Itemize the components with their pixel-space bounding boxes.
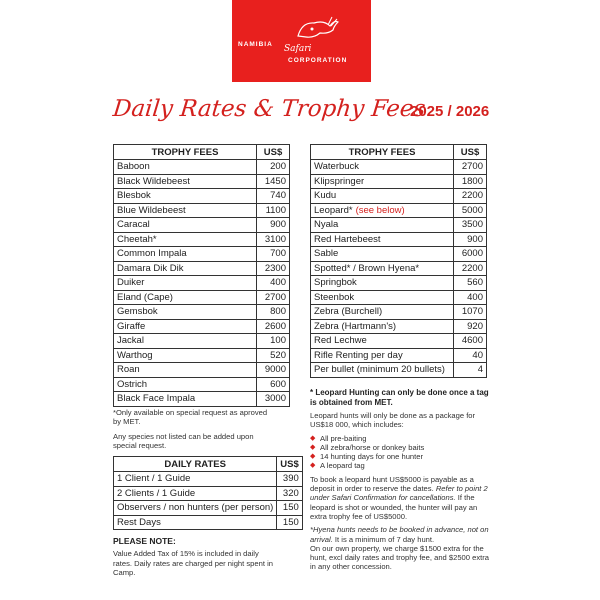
- table-row: [114, 276, 290, 291]
- list-item: ◆ 14 hunting days for one hunter: [310, 452, 492, 461]
- list-item: ◆ All pre-baiting: [310, 434, 492, 443]
- list-item: ◆ A leopard tag: [310, 461, 492, 470]
- item-price: 2200: [454, 261, 487, 276]
- table-row: [114, 203, 290, 218]
- logo-line-3: CORPORATION: [288, 57, 348, 64]
- table-row: [114, 305, 290, 320]
- item-name-text: Duiker: [117, 277, 145, 289]
- table-row: [114, 377, 290, 392]
- item-name: [311, 261, 454, 276]
- item-name-text: Klipspringer: [314, 175, 365, 187]
- item-name-text: Sable: [314, 248, 339, 260]
- hyena-minimum-text: It is a minimum of 7 day hunt.: [334, 534, 435, 544]
- page-title: Daily Rates & Trophy Fees: [111, 96, 427, 122]
- booking-deposit-text: To book a leopard hunt US$5000 is payable as a deposit in order to reserve the dates.: [310, 474, 474, 494]
- table-row: [114, 334, 290, 349]
- item-name-text: Ostrich: [117, 378, 148, 390]
- season-year: 2025 / 2026: [410, 103, 490, 120]
- item-price: 400: [454, 290, 487, 305]
- item-price: 100: [257, 334, 290, 349]
- item-name-text: Red Lechwe: [314, 335, 367, 347]
- daily-rates-table: [113, 456, 303, 530]
- table-row: [114, 392, 290, 407]
- item-name: [114, 276, 257, 291]
- item-price: 9000: [257, 363, 290, 378]
- item-price: 5000: [454, 203, 487, 218]
- leopard-section: [310, 388, 492, 572]
- table-row: [311, 276, 487, 291]
- table-row: [311, 261, 487, 276]
- table-row: [114, 472, 303, 487]
- item-name: [114, 392, 257, 407]
- table-row: [311, 247, 487, 262]
- item-price: 920: [454, 319, 487, 334]
- table-row: [311, 363, 487, 378]
- item-name-text: Red Hartebeest: [314, 233, 381, 245]
- item-name: [311, 189, 454, 204]
- item-name: [311, 276, 454, 291]
- hyena-property-text: On our own property, we charge $1500 extra for the hunt, excl daily rates and trophy fee, and $2500 extra in any other concession.: [310, 543, 489, 572]
- item-price: 150: [277, 515, 302, 530]
- item-price: 390: [277, 472, 302, 487]
- item-name: [114, 348, 257, 363]
- logo-line-2: Safari: [284, 44, 312, 54]
- item-price: 600: [257, 377, 290, 392]
- item-name: [114, 290, 257, 305]
- item-name: [114, 363, 257, 378]
- table-row: [114, 189, 290, 204]
- item-name: [311, 232, 454, 247]
- item-name-text: Leopard*: [314, 204, 353, 216]
- table-row: [311, 218, 487, 233]
- item-name-text: Observers / non hunters (per person): [117, 502, 274, 514]
- item-price: 520: [257, 348, 290, 363]
- item-price: 3000: [257, 392, 290, 407]
- item-name: [311, 363, 454, 378]
- table-row: [311, 334, 487, 349]
- table-row: [311, 290, 487, 305]
- column-header-species: TROPHY FEES: [114, 145, 257, 160]
- item-name: [114, 515, 277, 530]
- item-name-text: Nyala: [314, 219, 339, 231]
- column-header-species: TROPHY FEES: [311, 145, 454, 160]
- item-name-text: Caracal: [117, 219, 150, 231]
- item-name: [311, 305, 454, 320]
- unlisted-species-note: [113, 432, 268, 451]
- item-name-text: Black Face Impala: [117, 393, 196, 405]
- item-name-text: Giraffe: [117, 320, 146, 332]
- item-name-text: Zebra (Hartmann's): [314, 320, 397, 332]
- item-name: [311, 174, 454, 189]
- item-name: [114, 472, 277, 487]
- item-price: 3100: [257, 232, 290, 247]
- table-row: [114, 160, 290, 175]
- logo-line-1: NAMIBIA: [238, 41, 273, 48]
- item-name: [114, 377, 257, 392]
- item-name: [311, 218, 454, 233]
- item-name: [311, 334, 454, 349]
- item-name: [114, 218, 257, 233]
- booking-wounded-text: If the leopard is shot or wounded, the hunter will pay an extra trophy fee of US$5000.: [310, 493, 478, 521]
- item-name: [311, 290, 454, 305]
- item-name-text: Spotted* / Brown Hyena*: [314, 262, 420, 274]
- leopard-intro: Leopard hunts will only be done as a package for US$18 000, which includes:: [310, 411, 476, 430]
- item-name-text: Blesbok: [117, 190, 151, 202]
- item-name-text: Kudu: [314, 190, 337, 202]
- special-request-note: [113, 408, 268, 427]
- table-row: [311, 189, 487, 204]
- table-row: [311, 305, 487, 320]
- table-row: [114, 515, 303, 530]
- item-name-text: Steenbok: [314, 291, 355, 303]
- item-name-text: Springbok: [314, 277, 357, 289]
- item-name: [114, 232, 257, 247]
- table-row: [114, 218, 290, 233]
- table-row: [311, 319, 487, 334]
- item-name-text: Gemsbok: [117, 306, 158, 318]
- booking-cancellation-text: Refer to point 2 under Safari Confirmation for cancellations.: [310, 484, 488, 503]
- please-note-heading: PLEASE NOTE:: [113, 536, 176, 546]
- item-name-text: Cheetah*: [117, 233, 157, 245]
- item-price: 2600: [257, 319, 290, 334]
- item-extra-note: (see below): [355, 204, 405, 216]
- table-row: [114, 232, 290, 247]
- item-price: 40: [454, 348, 487, 363]
- item-name: [114, 486, 277, 501]
- leopard-booking-text: [310, 475, 492, 521]
- item-name: [311, 348, 454, 363]
- item-name: [114, 160, 257, 175]
- item-price: 1070: [454, 305, 487, 320]
- item-price: 900: [454, 232, 487, 247]
- item-name-text: Waterbuck: [314, 161, 360, 173]
- item-price: 150: [277, 501, 302, 516]
- column-header-rate: DAILY RATES: [114, 457, 277, 472]
- item-name: [311, 247, 454, 262]
- item-name-text: Jackal: [117, 335, 144, 347]
- item-name: [114, 261, 257, 276]
- hyena-note: [310, 525, 492, 571]
- table-row: [311, 348, 487, 363]
- table-row: [311, 160, 487, 175]
- item-price: 800: [257, 305, 290, 320]
- table-row: [114, 247, 290, 262]
- item-price: 560: [454, 276, 487, 291]
- item-name-text: 1 Client / 1 Guide: [117, 473, 191, 485]
- item-name: [114, 174, 257, 189]
- item-price: 2300: [257, 261, 290, 276]
- item-name-text: Common Impala: [117, 248, 187, 260]
- item-name-text: 2 Clients / 1 Guide: [117, 487, 196, 499]
- item-name-text: Baboon: [117, 161, 150, 173]
- item-price: 1100: [257, 203, 290, 218]
- trophy-fees-table-right: [310, 144, 487, 378]
- table-row: [114, 174, 290, 189]
- item-name-text: Eland (Cape): [117, 291, 173, 303]
- item-price: 2700: [257, 290, 290, 305]
- table-row: [114, 261, 290, 276]
- item-name: [114, 334, 257, 349]
- item-price: 320: [277, 486, 302, 501]
- special-note-text: *Only available on special request as aproved by MET.: [113, 408, 268, 427]
- item-price: 3500: [454, 218, 487, 233]
- leopard-package-list: [310, 434, 492, 471]
- item-price: 2700: [454, 160, 487, 175]
- leopard-heading: * Leopard Hunting can only be done once a tag is obtained from MET.: [310, 388, 489, 407]
- item-name: [114, 305, 257, 320]
- table-row: [114, 363, 290, 378]
- please-note-section: [113, 537, 273, 577]
- hyena-advance-text: *Hyena hunts needs to be booked in advance, not on arrival.: [310, 525, 489, 544]
- item-name: [114, 247, 257, 262]
- table-row: [114, 290, 290, 305]
- item-name-text: Damara Dik Dik: [117, 262, 184, 274]
- safari-emblem-icon: [284, 14, 344, 42]
- table-row: [311, 203, 487, 218]
- item-name-text: Roan: [117, 364, 140, 376]
- item-name: [311, 160, 454, 175]
- column-header-price: US$: [277, 457, 302, 472]
- item-name: [114, 203, 257, 218]
- item-name-text: Blue Wildebeest: [117, 204, 186, 216]
- item-price: 740: [257, 189, 290, 204]
- item-price: 2200: [454, 189, 487, 204]
- item-price: 900: [257, 218, 290, 233]
- item-name: [114, 189, 257, 204]
- column-header-price: US$: [257, 145, 290, 160]
- item-name-text: Per bullet (minimum 20 bullets): [314, 364, 445, 376]
- item-name: [114, 501, 277, 516]
- company-logo: [232, 0, 371, 82]
- item-price: 400: [257, 276, 290, 291]
- item-name-text: Rest Days: [117, 516, 161, 528]
- table-row: [114, 319, 290, 334]
- table-row: [114, 348, 290, 363]
- item-name: [114, 319, 257, 334]
- table-row: [114, 486, 303, 501]
- table-row: [114, 501, 303, 516]
- item-price: 200: [257, 160, 290, 175]
- item-name-text: Warthog: [117, 349, 153, 361]
- item-price: 700: [257, 247, 290, 262]
- item-name-text: Zebra (Burchell): [314, 306, 383, 318]
- column-header-price: US$: [454, 145, 487, 160]
- list-item: ◆ All zebra/horse or donkey baits: [310, 443, 492, 452]
- table-row: [311, 232, 487, 247]
- unlisted-note-text: Any species not listed can be added upon special request.: [113, 432, 254, 451]
- item-name: [311, 319, 454, 334]
- item-name-text: Rifle Renting per day: [314, 349, 403, 361]
- item-price: 4600: [454, 334, 487, 349]
- item-price: 6000: [454, 247, 487, 262]
- item-name-text: Black Wildebeest: [117, 175, 190, 187]
- item-price: 4: [454, 363, 487, 378]
- trophy-fees-table-left: [113, 144, 290, 407]
- item-name: [311, 203, 454, 218]
- please-note-text: Value Added Tax of 15% is included in daily rates. Daily rates are charged per night spent in Camp.: [113, 549, 273, 577]
- table-row: [311, 174, 487, 189]
- item-price: 1450: [257, 174, 290, 189]
- item-price: 1800: [454, 174, 487, 189]
